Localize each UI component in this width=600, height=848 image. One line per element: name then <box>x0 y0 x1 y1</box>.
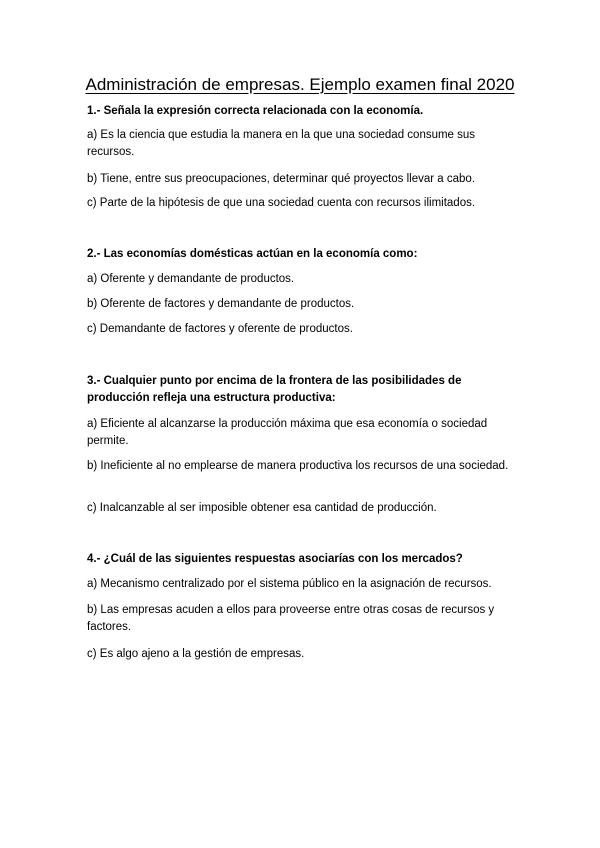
question-4-option-c: c) Es algo ajeno a la gestión de empresas. <box>87 648 305 660</box>
question-3-option-c: c) Inalcanzable al ser imposible obtener esa cantidad de producción. <box>87 502 437 514</box>
question-2-option-c: c) Demandante de factores y oferente de productos. <box>87 323 353 335</box>
question-4-heading: 4.- ¿Cuál de las siguientes respuestas asociarías con los mercados? <box>87 553 463 565</box>
question-1-heading: 1.- Señala la expresión correcta relacionada con la economía. <box>87 105 424 117</box>
question-2-option-b: b) Oferente de factores y demandante de productos. <box>87 298 355 310</box>
question-2-option-a: a) Oferente y demandante de productos. <box>87 273 295 285</box>
question-4-option-b: b) Las empresas acuden a ellos para proveerse entre otras cosas de recursos y factores. <box>87 604 495 633</box>
question-1-option-a: a) Es la ciencia que estudia la manera en la que una sociedad consume sus recursos. <box>87 129 476 158</box>
page-title: Administración de empresas. Ejemplo examen final 2020 <box>85 75 515 94</box>
question-1-option-b: b) Tiene, entre sus preocupaciones, determinar qué proyectos llevar a cabo. <box>87 173 476 185</box>
question-3-option-b: b) Ineficiente al no emplearse de manera productiva los recursos de una sociedad. <box>87 460 509 472</box>
question-3-option-a: a) Eficiente al alcanzarse la producción máxima que esa economía o sociedad permite. <box>87 418 488 447</box>
question-4-option-a: a) Mecanismo centralizado por el sistema público en la asignación de recursos. <box>87 578 492 590</box>
question-3-heading: 3.- Cualquier punto por encima de la frontera de las posibilidades de producción refleja una estructura productiva: <box>87 375 462 404</box>
question-1-option-c: c) Parte de la hipótesis de que una sociedad cuenta con recursos ilimitados. <box>87 197 476 209</box>
question-2-heading: 2.- Las economías domésticas actúan en la economía como: <box>87 248 418 260</box>
